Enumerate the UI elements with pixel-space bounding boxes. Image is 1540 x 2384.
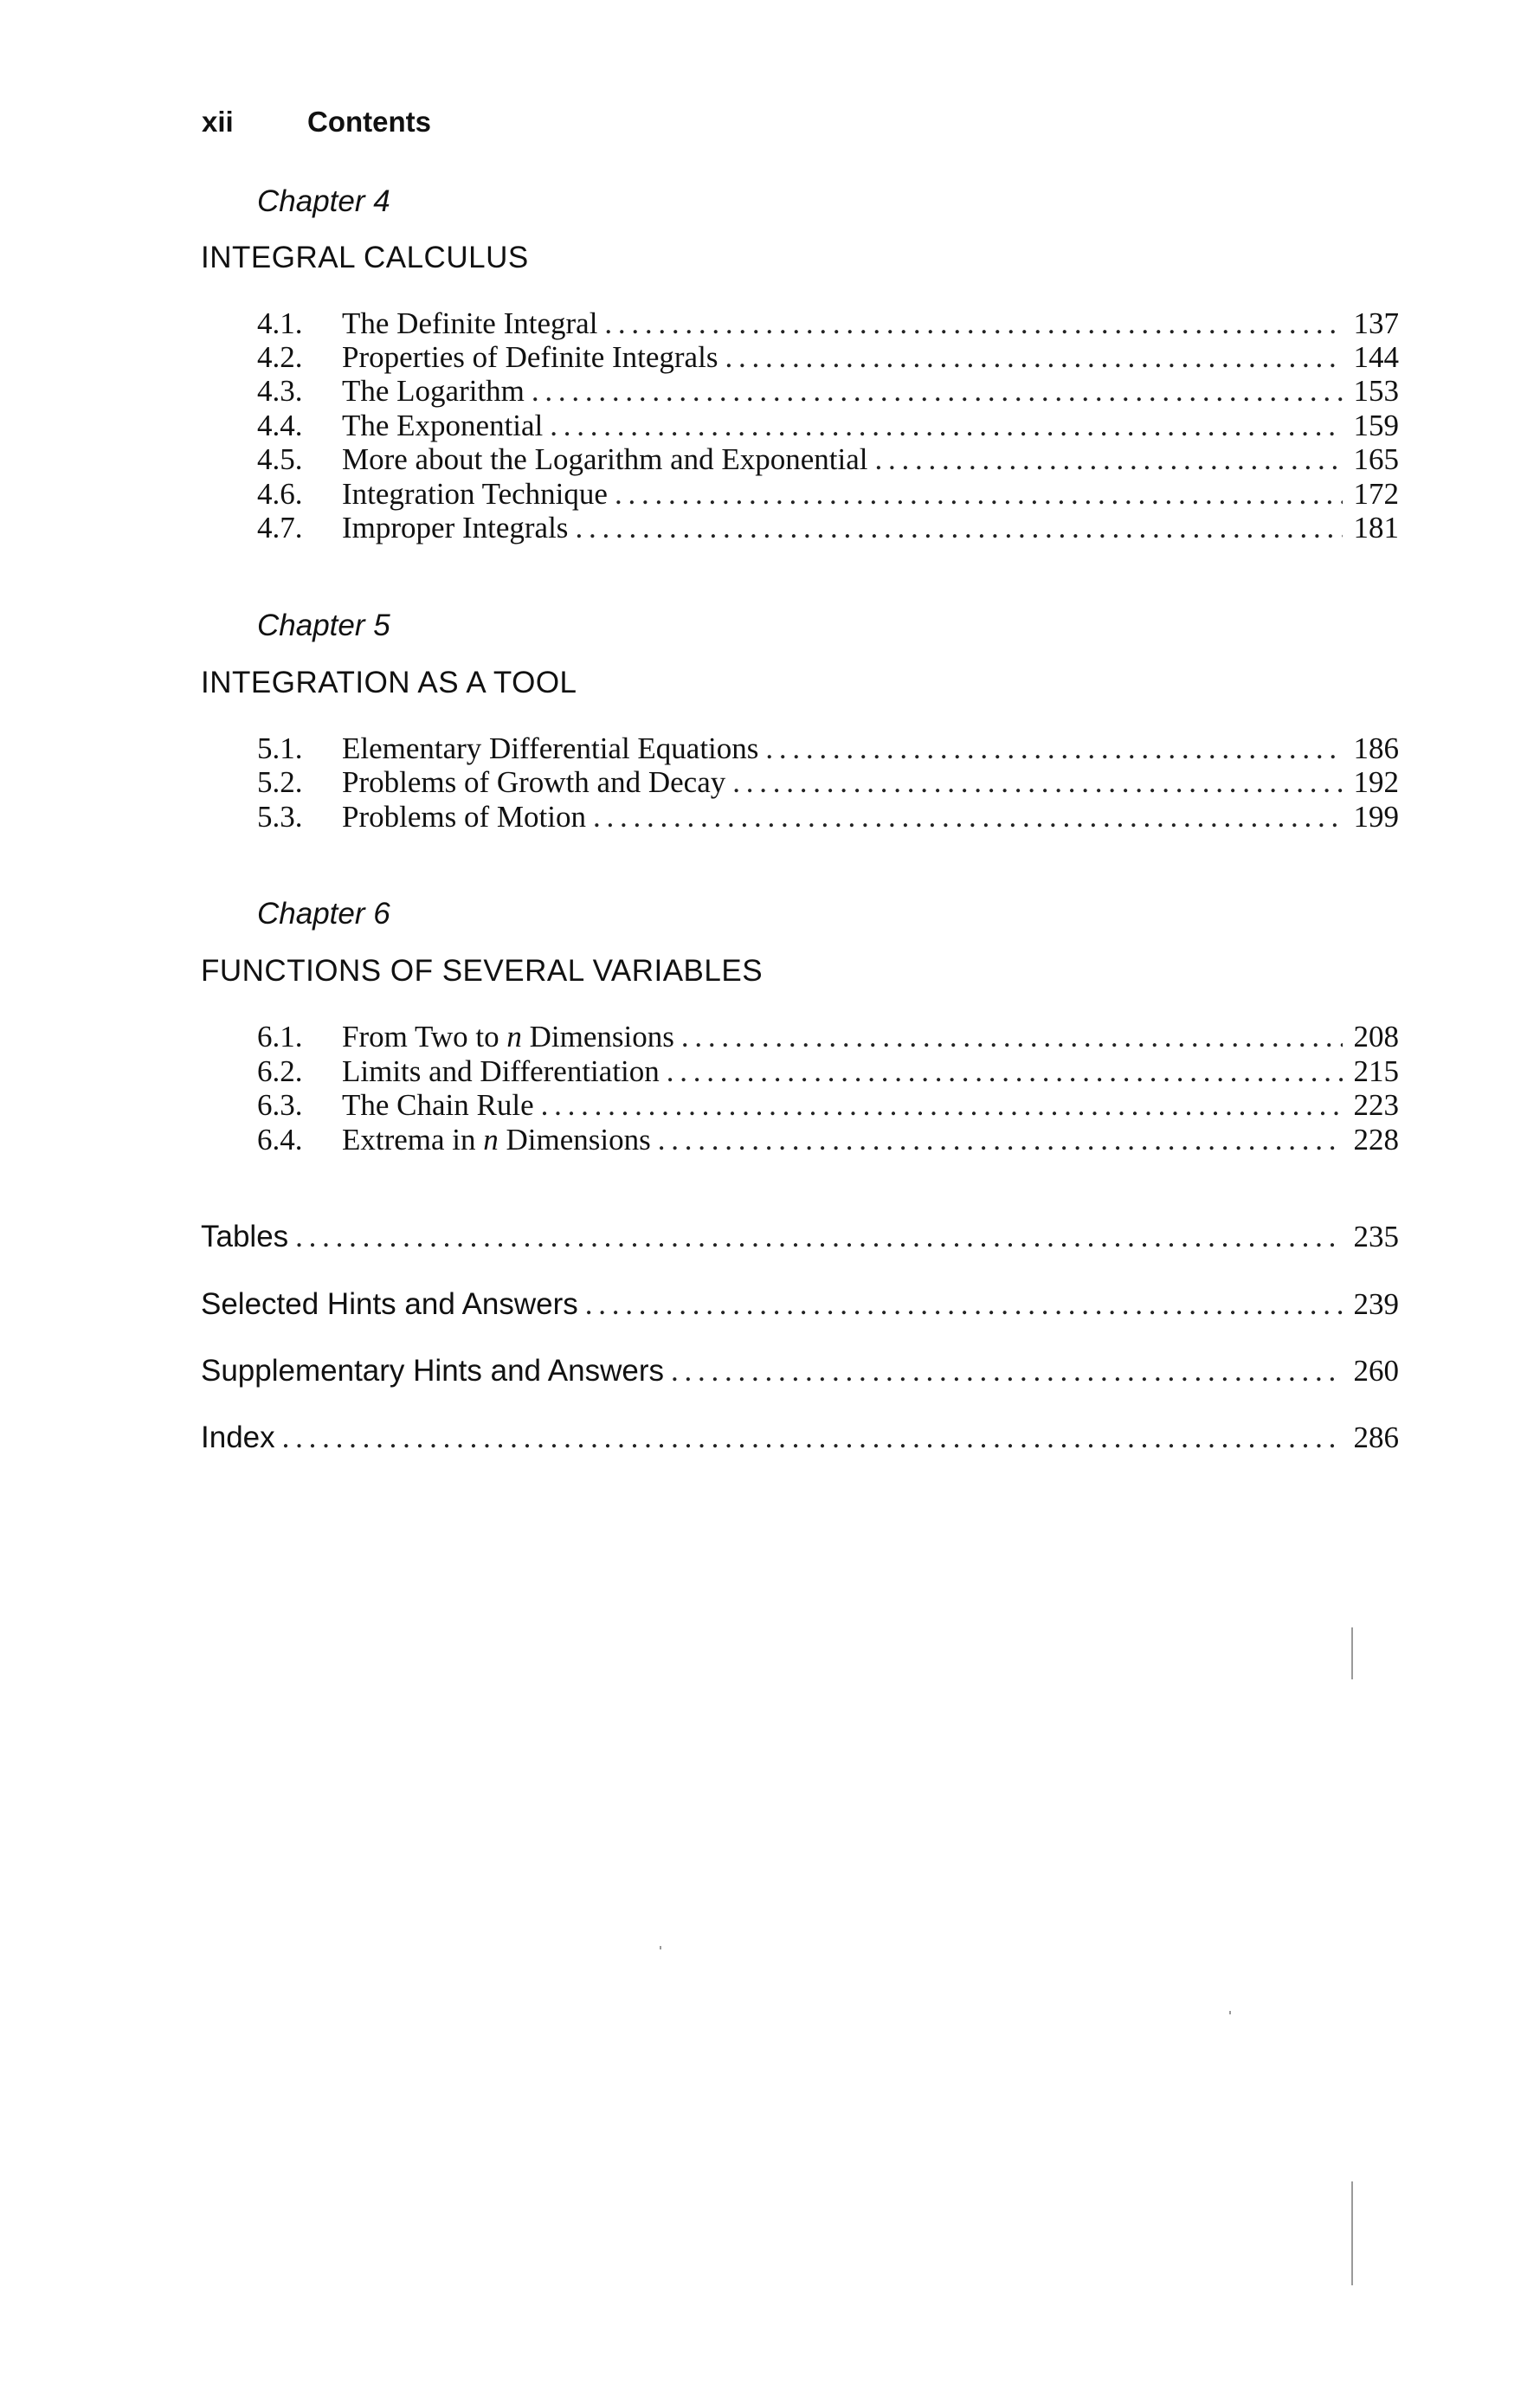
toc-entry-4-4[interactable] — [257, 409, 1399, 443]
toc-entry-5-2[interactable] — [257, 765, 1399, 800]
toc-entry-selected-hints[interactable] — [201, 1287, 1399, 1322]
running-head-title: Contents — [307, 106, 431, 138]
chapter-6-label: Chapter 6 — [257, 897, 390, 931]
scan-artifact — [1351, 1627, 1353, 1679]
dot-leader — [575, 511, 1343, 545]
dot-leader — [874, 442, 1343, 477]
dot-leader — [532, 374, 1343, 409]
toc-entry-4-5[interactable] — [257, 442, 1399, 477]
running-head — [202, 106, 431, 139]
toc-entry-4-3[interactable] — [257, 374, 1399, 409]
section-number: 5.1. — [257, 731, 303, 765]
scan-artifact — [1351, 2181, 1353, 2285]
toc-entry-6-1[interactable] — [257, 1020, 1399, 1054]
toc-entry-6-4[interactable] — [257, 1123, 1399, 1157]
chapter-5-title: INTEGRATION AS A TOOL — [201, 666, 577, 699]
scan-artifact — [660, 1946, 661, 1949]
page-number: 235 — [1353, 1220, 1399, 1253]
chapter-6-title: FUNCTIONS OF SEVERAL VARIABLES — [201, 954, 764, 988]
section-number: 4.6. — [257, 477, 303, 511]
page-number: 144 — [1353, 340, 1399, 374]
toc-entry-5-3[interactable] — [257, 800, 1399, 834]
section-number: 4.7. — [257, 511, 303, 544]
section-number: 4.1. — [257, 306, 303, 340]
dot-leader — [295, 1220, 1343, 1254]
section-title: Improper Integrals — [342, 511, 569, 544]
page-number: 286 — [1353, 1421, 1399, 1454]
section-title: Problems of Growth and Decay — [342, 765, 726, 799]
chapter-4-label: Chapter 4 — [257, 184, 390, 218]
dot-leader — [667, 1054, 1343, 1089]
page-number: 181 — [1353, 511, 1399, 544]
toc-entry-tables[interactable] — [201, 1220, 1399, 1254]
dot-leader — [765, 731, 1343, 766]
section-title: The Definite Integral — [342, 306, 598, 340]
toc-entry-4-2[interactable] — [257, 340, 1399, 375]
page-number: 260 — [1353, 1354, 1399, 1388]
back-matter-title: Selected Hints and Answers — [201, 1287, 578, 1321]
dot-leader — [725, 340, 1343, 375]
back-matter-title: Tables — [201, 1220, 289, 1253]
section-title: From Two to n Dimensions — [342, 1020, 674, 1053]
section-number: 6.4. — [257, 1123, 303, 1157]
scan-artifact — [1229, 2011, 1231, 2014]
page-number: 215 — [1353, 1054, 1399, 1088]
section-number: 6.3. — [257, 1088, 303, 1122]
toc-entry-4-7[interactable] — [257, 511, 1399, 545]
dot-leader — [615, 477, 1343, 512]
dot-leader — [541, 1088, 1343, 1123]
page-number: 192 — [1353, 765, 1399, 799]
toc-entry-index[interactable] — [201, 1421, 1399, 1455]
toc-entry-5-1[interactable] — [257, 731, 1399, 766]
dot-leader — [593, 800, 1343, 834]
section-title: Integration Technique — [342, 477, 608, 511]
page-number: 186 — [1353, 731, 1399, 765]
section-number: 6.2. — [257, 1054, 303, 1088]
page-number: 172 — [1353, 477, 1399, 511]
section-title: Elementary Differential Equations — [342, 731, 759, 765]
page-number: 153 — [1353, 374, 1399, 408]
page-number: 137 — [1353, 306, 1399, 340]
dot-leader — [671, 1354, 1343, 1389]
dot-leader — [604, 306, 1343, 341]
page-number: 199 — [1353, 800, 1399, 834]
section-title: The Exponential — [342, 409, 544, 442]
section-title: More about the Logarithm and Exponential — [342, 442, 868, 476]
dot-leader — [681, 1020, 1343, 1054]
section-number: 4.4. — [257, 409, 303, 442]
page-number: 165 — [1353, 442, 1399, 476]
section-title: The Chain Rule — [342, 1088, 534, 1122]
page-number: 159 — [1353, 409, 1399, 442]
dot-leader — [282, 1421, 1343, 1455]
page-number: 228 — [1353, 1123, 1399, 1157]
section-number: 5.3. — [257, 800, 303, 834]
section-title: The Logarithm — [342, 374, 525, 408]
page-number: 223 — [1353, 1088, 1399, 1122]
toc-entry-supplementary-hints[interactable] — [201, 1354, 1399, 1389]
toc-entry-4-6[interactable] — [257, 477, 1399, 512]
section-number: 4.3. — [257, 374, 303, 408]
section-number: 6.1. — [257, 1020, 303, 1053]
page-number: 208 — [1353, 1020, 1399, 1053]
page-folio: xii — [202, 106, 234, 138]
page-number: 239 — [1353, 1287, 1399, 1321]
dot-leader — [732, 765, 1343, 800]
section-title: Properties of Definite Integrals — [342, 340, 718, 374]
back-matter-title: Supplementary Hints and Answers — [201, 1354, 664, 1388]
section-number: 4.2. — [257, 340, 303, 374]
section-title: Problems of Motion — [342, 800, 586, 834]
section-title: Extrema in n Dimensions — [342, 1123, 651, 1157]
dot-leader — [658, 1123, 1343, 1157]
dot-leader — [550, 409, 1343, 443]
back-matter-title: Index — [201, 1421, 275, 1454]
chapter-5-label: Chapter 5 — [257, 609, 390, 642]
toc-entry-6-3[interactable] — [257, 1088, 1399, 1123]
toc-entry-6-2[interactable] — [257, 1054, 1399, 1089]
section-number: 5.2. — [257, 765, 303, 799]
dot-leader — [585, 1287, 1343, 1322]
section-title: Limits and Differentiation — [342, 1054, 660, 1088]
section-number: 4.5. — [257, 442, 303, 476]
chapter-4-title: INTEGRAL CALCULUS — [201, 241, 529, 274]
toc-entry-4-1[interactable] — [257, 306, 1399, 341]
